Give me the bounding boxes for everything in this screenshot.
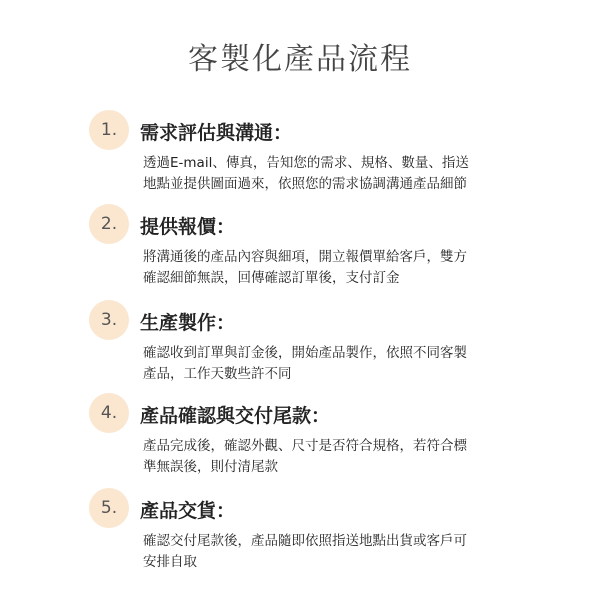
step-number-badge: 1. (89, 110, 129, 150)
page-title: 客製化產品流程 (188, 42, 412, 77)
step-description-line: 地點並提供圖面過來，依照您的需求協調溝通產品細節 (143, 176, 467, 192)
step-description (143, 343, 513, 385)
step-description-line: 產品完成後，確認外觀、尺寸是否符合規格，若符合標 (143, 438, 467, 454)
step-title: 提供報價： (140, 216, 236, 238)
step-number-badge: 3. (89, 300, 129, 340)
step-description-line: 產品，工作天數些許不同 (143, 366, 292, 382)
step-description-line: 將溝通後的產品內容與細項，開立報價單給客戶，雙方 (143, 249, 467, 265)
step-description-line: 確認交付尾款後，產品隨即依照指送地點出貨或客戶可 (143, 533, 467, 549)
step-description-line: 安排自取 (143, 554, 197, 570)
step-title: 產品交貨： (140, 500, 236, 522)
step-title: 生產製作： (140, 312, 236, 334)
step-title: 需求評估與溝通： (140, 122, 293, 144)
step-description-line: 確認收到訂單與訂金後，開始產品製作，依照不同客製 (143, 345, 467, 361)
step-number-badge: 2. (89, 204, 129, 244)
step-description (143, 436, 513, 478)
step-description (143, 247, 513, 289)
step-number-badge: 5. (89, 488, 129, 528)
step-number-badge: 4. (89, 393, 129, 433)
step-description-line: 透過E-mail、傳真，告知您的需求、規格、數量、指送 (143, 155, 469, 171)
step-description (143, 531, 513, 573)
step-description-line: 準無誤後，則付清尾款 (143, 459, 278, 475)
step-title: 產品確認與交付尾款： (140, 405, 331, 427)
step-description-line: 確認細節無誤，回傳確認訂單後，支付訂金 (143, 270, 400, 286)
step-description (143, 153, 513, 195)
